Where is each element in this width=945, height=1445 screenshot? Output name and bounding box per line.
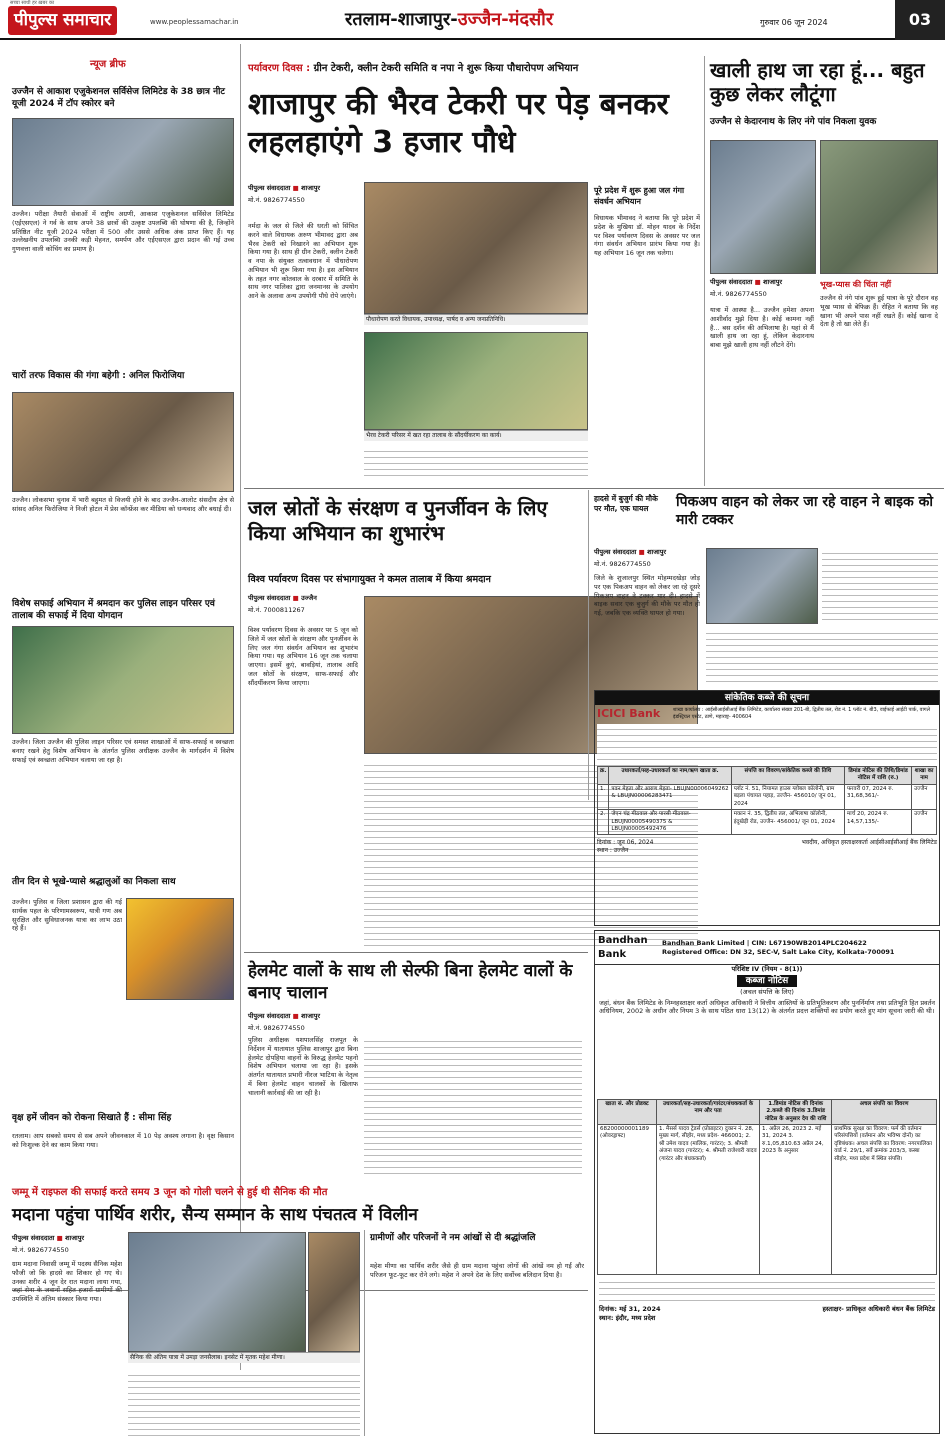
icici-notice-title: सांकेतिक कब्जे की सूचना [595,691,939,705]
lead-byline [248,184,320,193]
table-header: 1.डिमांड नोटिस की दिनांक 2.कब्जे की दिनांक 3.डिमांड नोटिस के अनुसार देय की राशि [760,1099,832,1124]
column-rule [588,490,589,800]
bandhan-bank-logo[interactable]: Bandhan Bank [598,935,648,960]
lead-photo-1 [364,182,588,314]
kedarnath-photo-2 [820,140,938,274]
byline-marker-icon: ■ [56,1234,63,1242]
table-header: संपत्ति का विवरण/सांकेतिक कब्जे की तिथि [731,766,844,784]
bandhan-company-cin: Bandhan Bank Limited | CIN: L67190WB2014PLC204622 [662,938,867,947]
icici-signatory: भवदीय, अधिकृत हस्ताक्षरकर्ता आईसीआईसीआई बैंक लिमिटेड [801,839,937,847]
icici-bank-logo[interactable]: ICICI Bank [597,707,661,721]
soldier-kicker-headline: जम्मू में राइफल की सफाई करते समय 3 जून को गोली चलने से हुई थी सैनिक की मौत [12,1187,328,1198]
icici-table [597,766,937,835]
bandhan-notice-title: कब्जा नोटिस [737,975,797,987]
table-row [598,1124,937,1274]
selfie-text-continued [364,1036,582,1178]
edition-title-b: उज्जैन-मंदसौर [457,9,554,30]
brief-3-text: उज्जैन। जिला उज्जैन की पुलिस लाइन परिसर एवं समस्त शाखाओं में साफ-सफाई व स्वच्छता बनाए रखने हेतु विशेष अभियान के अंतर्गत पुलिस अधीक्षक उज्जैन के मार्गदर्शन में विशेष सफाई एवं स्वच्छता अभियान चलाया जा रहा है। [12,738,234,764]
bandhan-signatory: हस्ताक्षर- प्राधिकृत अधिकारी बंधन बैंक लिमिटेड [822,1304,935,1313]
table-cell: मार्च 20, 2024 रु. 14,57,135/- [845,810,912,835]
bandhan-notice [594,930,940,1434]
icici-notice-body [597,724,937,764]
edition-title [345,8,553,32]
water-kicker: विश्व पर्यावरण दिवस पर संभागायुक्त ने कमल तालाब में किया श्रमदान [248,574,491,585]
edition-title-a: रतलाम-शाजापुर- [345,9,458,30]
table-cell: फरवरी 07, 2024 रु. 31,68,361/- [845,784,912,809]
brief-4-text: उज्जैन। पुलिस व जिला प्रशासन द्वारा की गई सार्थक पहल के परिणामस्वरूप, यात्री गण अब सुरक्षित और सुविधाजनक यात्रा का लाभ उठा रहे हैं। [12,898,122,933]
accident-side-headline: हादसे में बुजुर्ग की मौके पर मौत, एक घायल [594,494,658,514]
accident-photo [706,548,818,624]
selfie-mobile: मो.नं. 9826774550 [248,1024,305,1032]
accident-text-col3 [822,548,938,624]
table-cell: 1. मैसर्स यादव ट्रेडर्स (प्रोप्राइटर) दुकान नं. 28, मुख्य मार्ग, सीहोर, मध्य प्रदेश- 466001; 2. श्री उमेश यादव (मालिक, गारंटर); 3. श्रीमती अंजना यादव (गारंटर); 4. श्रीमती राजेश्वरी यादव (गारंटर और बंधककर्ता) [657,1124,760,1274]
lead-kicker-text: ग्रीन टेकरी, क्लीन टेकरी समिति व नपा ने शुरू किया पौधारोपण अभियान [313,63,579,74]
lead-headline[interactable]: शाजापुर की भैरव टेकरी पर पेड़ बनकर लहलहाएंगे 3 हजार पौधे [248,87,669,160]
table-cell: उज्जैन [912,810,937,835]
kedarnath-text: यात्रा में आस्था है... उज्जैन हमेशा अपना आशीर्वाद मुझे दिया है। कोई कामना नहीं है... बस दर्शन की अभिलाषा है। यहां से मैं खाली हाथ जा रहा हूं, लेकिन केदारनाथ बाबा मुझे खाली हाथ नहीं लौटने देंगे। [710,306,814,350]
lead-side-text: विधायक भीमावद ने बताया कि पूरे प्रदेश में प्रदेश के मुखिया डॉ. मोहन यादव के निर्देश पर विश्व पर्यावरण दिवस के अवसर पर जल गंगा संवर्धन अभियान प्रारंभ किया गया है। यह अभियान 16 जून तक चलेगा। [594,214,700,258]
soldier-photo-caption [128,1352,360,1363]
newspaper-logo[interactable]: पीपुल्स समाचार [8,6,117,35]
icici-notice-date: दिनांक : जून 06, 2024 [597,839,654,847]
lead-kicker-label: पर्यावरण दिवस : [248,63,311,74]
table-header: अचल संपत्ति का विवरण [832,1099,937,1124]
table-header: शाखा का नाम [912,766,937,784]
kedarnath-photo-1 [710,140,816,274]
brief-1-headline[interactable]: उज्जैन से आकाश एजुकेशनल सर्विसेज लिमिटेड के 38 छात्र नीट यूजी 2024 में टॉप स्कोरर बने [12,87,225,110]
table-cell: पवन मेहता और आरुण मेहता- LBUJN00006049262 & LBUJN00006283471 [609,784,731,809]
soldier-text-continued [128,1370,360,1436]
website-link[interactable]: www.peoplessamachar.in [150,18,239,26]
table-cell: 2. [598,810,609,835]
lead-kicker [248,62,698,76]
bandhan-place: स्थान: इंदौर, मध्य प्रदेश [599,1313,656,1322]
bandhan-notice-subtitle: (अचल संपत्ति के लिए) [740,987,794,996]
lead-photo-2 [364,332,588,430]
lead-byline-place: शाजापुर [301,184,321,192]
accident-text-continued [706,628,938,684]
brief-5-headline[interactable]: वृक्ष हमें जीवन को रोकना सिखाते हैं : सीमा सिंह [12,1113,172,1123]
accident-text: जिले के शुजालपुर स्थित मोहम्मदखेड़ा जोड़ पर एक पिकअप वाहन को लेकर जा रहे दूसरे पिकअप वाहन ने टक्कर मार दी। हादसे में बाइक सवार एक बुजुर्ग की मौके पर मौत हो गई, जबकि एक व्यक्ति घायल हो गया। [594,574,700,618]
icici-notice [594,690,940,926]
accident-byline-reporter: पीपुल्स संवाददाता [594,548,637,556]
water-mobile: मो.नं. 7000811267 [248,606,305,614]
soldier-photo-2-caption: इनसेट में मृतक महेश मीणा। [224,1354,285,1361]
table-header: खाता सं. और प्रोडक्ट [598,1099,657,1124]
issue-date: गुरुवार 06 जून 2024 [760,18,828,27]
soldier-photo-2 [308,1232,360,1352]
kedarnath-mobile: मो.नं. 9826774550 [710,290,767,298]
bandhan-table [597,1099,937,1275]
icici-notice-place: स्थान : उज्जैन [597,847,629,855]
brief-1-text: उज्जैन। परीक्षा तैयारी सेवाओं में राष्ट्रीय अग्रणी, आकाश एजुकेशनल सर्विसेज लिमिटेड (एईएसएल) ने गर्व के साथ अपने 38 छात्रों की उत्कृष्ट उपलब्धि की घोषणा की है, जिन्होंने प्रतिष्ठित नीट यूजी 2024 परीक्षा में 500 और उससे अधिक अंक प्राप्त किए हैं। यह उल्लेखनीय उपलब्धि उनकी कड़ी मेहनत, समर्पण और एईएसएल द्वारा प्रदान की गई उच्च गुणवत्ता वाली कोचिंग का प्रमाण है। [12,210,234,254]
kedarnath-byline-place: शाजापुर [763,278,783,286]
table-header: क्र. [598,766,609,784]
column-rule [364,1230,365,1436]
bandhan-registered-office: Registered Office: DN 32, SEC-V, Salt Lake City, Kolkata-700091 [662,947,895,956]
kedarnath-byline-reporter: पीपुल्स संवाददाता [710,278,753,286]
table-cell: 1. [598,784,609,809]
bandhan-intro: जहां, बंधन बैंक लिमिटेड के निम्नहस्ताक्षर कर्ता अधिकृत अधिकारी ने वित्तीय आस्तियों के प्रतिभूतिकरण और पुनर्निर्माण तथा प्रतिभूति हित प्रवर्तन अधिनियम, 2002 के अधीन और नियम 3 के साथ पठित धारा 13(12) के अंतर्गत प्रदत्त शक्तियों का प्रयोग करते हुए मांग सूचना जारी की थी। [599,998,935,1016]
byline-marker-icon: ■ [638,548,645,556]
lead-photo-2-caption: भैरव टेकरी परिसर में खत रहा तालाब के सौंदर्यीकरण का कार्य। [364,430,588,441]
lead-photo-1-caption: पौधारोपण करते विधायक, उपाध्यक्ष, पार्षद व अन्य जनप्रतिनिधि। [364,314,588,325]
accident-byline [594,548,666,557]
bandhan-date: दिनांक: मई 31, 2024 [599,1304,661,1313]
soldier-text: ग्राम मदाना निवासी जम्मू में पदस्थ सैनिक महेश फौजी जो कि हादसे का शिकार हो गए थे। उनका शरीर 4 जून देर रात मदाना लाया गया, जहां सेना के जवानों सहित हजारों ग्रामीणों की उपस्थिति में अंतिम संस्कार किया गया। [12,1260,122,1304]
kedarnath-subhead: उज्जैन से केदारनाथ के लिए नंगे पांव निकला युवक [710,117,877,127]
icici-office-address: शाखा कार्यालय : आईसीआईसीआई बैंक लिमिटेड, कार्यालय संख्या 201-बी, द्वितीय तल, रोड नं. 1 प्लॉट नं. बी3, वाईफाई आईटी पार्क, वागले इंडस्ट्रियल एस्टेट, ठाणे, महाराष्ट्र- 400604 [673,707,930,720]
lead-text-col2 [364,446,588,480]
byline-marker-icon: ■ [292,1012,299,1020]
table-cell: प्राथमिक सुरक्षा का विवरण: फर्म की वर्तमान परिसंपत्तियों (वर्तमान और भविष्य दोनों) का दृष्टिबंधक। अचल संपत्ति का विवरण: नगरपालिका वार्ड नं. 29/1, सर्वे क्रमांक 203/3, कस्बा सीहोर, मध्य प्रदेश में स्थित संपत्ति। [832,1124,937,1274]
kedarnath-box-text: उज्जैन से नंगे पांव शुरू हुई यात्रा के पूरे दौरान वह भूख प्यास से बेफिक्र हैं। रोहित ने बताया कि वह खाना भी अपने पास नहीं रखते हैं। कोई खाना दे देता है तो खा लेते हैं। [820,294,938,329]
brief-1-photo [12,118,234,206]
soldier-mobile: मो.नं. 9826774550 [12,1246,69,1254]
soldier-photo-1 [128,1232,306,1352]
table-cell: जेएन चंद्र मीठवाल और पारसी मीठवाल- LBUJN00005490375 & LBUJN00005492476 [609,810,731,835]
section-divider [244,488,944,489]
table-cell: 1. अप्रैल 26, 2023 2. मई 31, 2024 3. रु.1,05,810.63 अप्रैल 24, 2023 के अनुसार [760,1124,832,1274]
table-header-row [598,1099,937,1124]
column-rule [704,56,705,486]
table-cell: उज्जैन [912,784,937,809]
brief-5-text: रतलाम। आप सबको समय से सब अपने जीवनकाल में 10 पेड़ अवश्य लगाना है। वृक्ष किसान को निःशुल्क देने का काम किया गया। [12,1132,234,1149]
water-byline-place: उज्जैन [301,594,317,602]
accident-byline-place: शाजापुर [647,548,667,556]
soldier-side-text: महेश मीणा का पार्थिव शरीर जैसे ही ग्राम मदाना पहुंचा लोगों की आंखें नम हो गईं और परिजन फूट-फूट कर रोने लगे। महेश ने अपने देश के लिए सर्वोच्च बलिदान दिया है। [370,1262,584,1279]
soldier-byline [12,1234,84,1243]
lead-mobile: मो.नं. 9826774550 [248,196,305,204]
logo-tagline: सच्चा साथी हर ख़बर का [10,0,55,6]
selfie-byline-reporter: पीपुल्स संवाददाता [248,1012,291,1020]
brief-4-headline[interactable]: तीन दिन से भूखे-प्यासे श्रद्धालुओं का निकला साथ [12,877,176,887]
water-byline [248,594,317,603]
accident-mobile: मो.नं. 9826774550 [594,560,651,568]
table-cell: मकान नं. 35, द्वितीय तल, अभिलाषा कॉलोनी, इंदूखेड़ी रोड, उज्जैन- 456001/ जून 01, 2024 [731,810,844,835]
kedarnath-byline [710,278,782,287]
water-text: विश्व पर्यावरण दिवस के अवसर पर 5 जून को जिले में जल स्रोतों के संरक्षण और पुनर्जीवन के लिए जल गंगा संवर्धन अभियान का शुभारंभ किया गया। यह अभियान 16 जून तक चलाया जाएगा। इसमें कुएं, बावड़ियां, तालाब आदि जल स्रोतों के संरक्षण, साफ-सफाई और सौंदर्यीकरण किया जाएगा। [248,626,358,687]
soldier-byline-place: शाजापुर [65,1234,85,1242]
byline-marker-icon: ■ [754,278,761,286]
brief-4-photo [126,898,234,1000]
accident-headline[interactable]: पिकअप वाहन को लेकर जा रहे वाहन ने बाइक को मारी टक्कर [676,494,933,528]
table-cell: 68200000001189 (ओवरड्राफ्ट) [598,1124,657,1274]
news-brief-tag: न्यूज ब्रीफ [90,59,126,70]
brief-2-text: उज्जैन। लोकसभा चुनाव में भारी बहुमत से विजयी होने के बाद उज्जैन-आलोट संसदीय क्षेत्र से सांसद अनिल फिरोजिया ने निजी होटल में प्रेस कॉन्फ्रेंस कर मीडिया को धन्यवाद और बधाई दी। [12,496,234,513]
selfie-headline[interactable]: हेलमेट वालों के साथ ली सेल्फी बिना हेलमेट वालों के बनाए चालान [248,961,573,1004]
table-header-row [598,766,937,784]
selfie-byline [248,1012,320,1021]
table-header: डिमांड नोटिस की तिथि/डिमांड नोटिस में राशि (रु.) [845,766,912,784]
bandhan-appendix: परिशिष्ट IV (नियम - 8(1)) [731,965,803,973]
water-byline-reporter: पीपुल्स संवाददाता [248,594,291,602]
bandhan-notice-footer-text [599,1277,935,1301]
table-cell: प्लॉट नं. 51, नियामत हाउस ग्लोबल कॉलोनी, ग्राम बड़ला पंचायत पहाड़, उज्जैन- 456010/ जून 01, 2024 [731,784,844,809]
table-header: उधारकर्ता/सह-उधारकर्ता/गारंटर/बंधककर्ता के नाम और पता [657,1099,760,1124]
table-header: उधारकर्ता/सह-उधारकर्ता का नाम/ऋण खाता क्र. [609,766,731,784]
table-row [598,810,937,835]
byline-marker-icon: ■ [292,594,299,602]
brief-2-headline[interactable]: चारों तरफ विकास की गंगा बहेगी : अनिल फिरोजिया [12,371,185,381]
lead-side-headline[interactable]: पूरे प्रदेश में शुरू हुआ जल गंगा संवर्धन अभियान [594,186,685,206]
soldier-side-headline: ग्रामीणों और परिजनों ने नम आंखों से दी श्रद्धांजलि [370,1233,536,1243]
byline-marker-icon: ■ [292,184,299,192]
kedarnath-headline[interactable]: खाली हाथ जा रहा हूं... बहुत कुछ लेकर लौटूंगा [710,58,925,106]
kedarnath-box-headline: भूख-प्यास की चिंता नहीं [820,280,892,289]
brief-2-photo [12,392,234,492]
brief-3-photo [12,626,234,734]
page-number: 03 [895,0,945,40]
selfie-text: पुलिस अधीक्षक यशपालसिंह राजपूत के निर्देशन में यातायात पुलिस शाजापुर द्वारा बिना हेलमेट दोपहिया वाहनों के विरुद्ध हेलमेट पहनो विशेष अभियान चलाया जा रहा है। इसके अंतर्गत यातायात प्रभारी नीरज भाटिया के नेतृत्व में बिना हेलमेट वाहन चालकों के खिलाफ चालानी कार्रवाई की जा रही है। [248,1036,358,1097]
section-divider [244,952,588,953]
soldier-headline[interactable]: मदाना पहुंचा पार्थिव शरीर, सैन्य सम्मान के साथ पंचतत्व में विलीन [12,1205,418,1225]
lead-byline-reporter: पीपुल्स संवाददाता [248,184,291,192]
brief-3-headline[interactable]: विशेष सफाई अभियान में श्रमदान कर पुलिस लाइन परिसर एवं तालाब की सफाई में दिया योगदान [12,599,215,622]
soldier-photo-1-caption: सैनिक की अंतिम यात्रा में उमड़ा जनसैलाब। [130,1354,223,1361]
soldier-byline-reporter: पीपुल्स संवाददाता [12,1234,55,1242]
selfie-byline-place: शाजापुर [301,1012,321,1020]
water-headline[interactable]: जल स्रोतों के संरक्षण व पुनर्जीवन के लिए किया अभियान का शुभारंभ [248,496,548,545]
table-row [598,784,937,809]
lead-text-col1: नर्मदा के जल से जिले की धरती को सिंचित करने वाले विधायक अरुण भीमावद द्वारा अब भैरव टेकरी को निखारने का अभियान शुरू किया गया है। साथ ही ग्रीन टेकरी, क्लीन टेकरी व नपा के संयुक्त तत्वावधान में पौधारोपण अभियान भी शुरू किया गया है। इस अभियान के तहत नगर कोतवाल के दरबार में समिति के साथ नगर पालिका द्वारा जनमानस के उपयोग आने के अलावा अन्य उपयोगी पौधे रोपे जाएंगे। [248,222,358,301]
